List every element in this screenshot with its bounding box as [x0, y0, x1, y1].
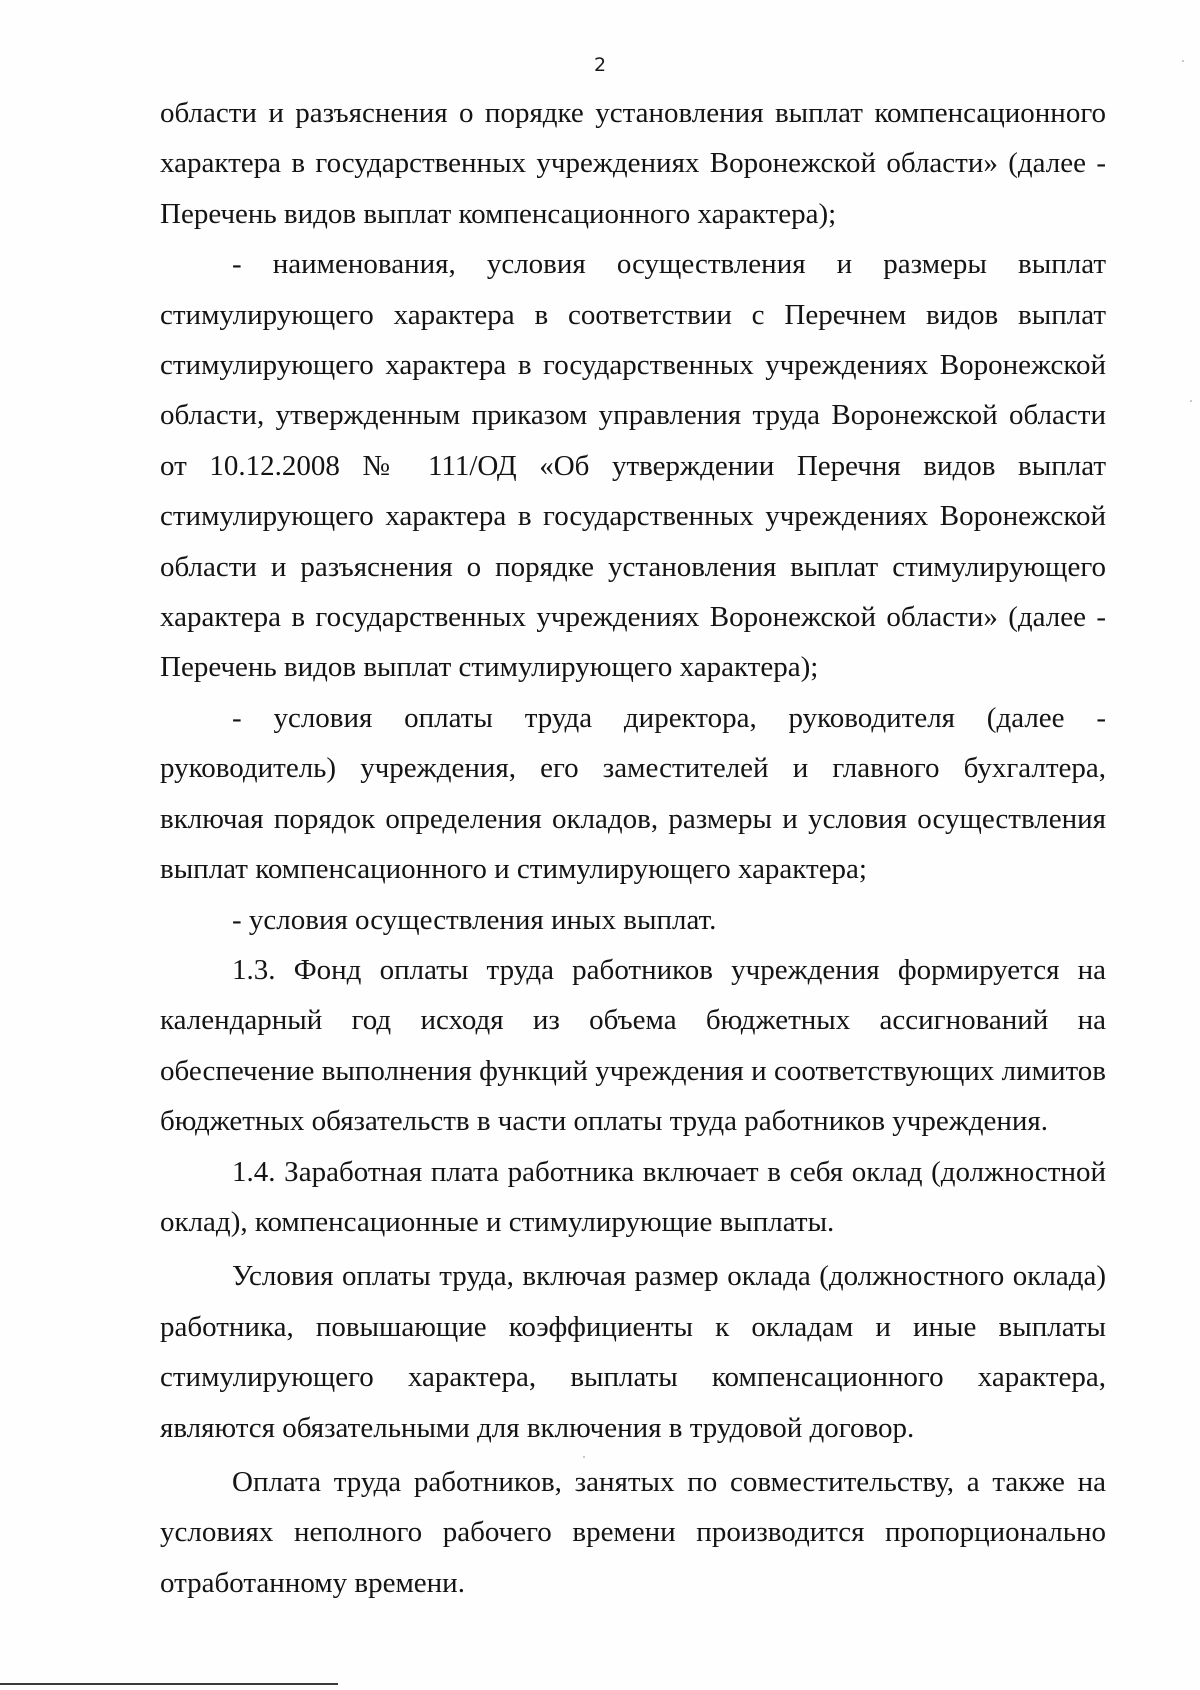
paragraph-pay-conditions: Условия оплаты труда, включая размер оклада (должностного оклада) работника, повышающие коэффициенты к окладам и иные выплаты стимулирующего характера, выплаты компенсационного характера, являются обязательными для включения в трудовой договор.: [160, 1260, 1106, 1444]
paragraph-director-pay-conditions: - условия оплаты труда директора, руководителя (далее - руководитель) учреждения, его заместителей и главного бухгалтера, включая порядок определения окладов, размеры и условия осуществления выплат компенсационного и стимулирующего характера;: [160, 701, 1106, 886]
scan-edge-line: [0, 1683, 338, 1685]
document-body: [160, 88, 1106, 1608]
scan-speck: [583, 1456, 585, 1458]
paragraph-stimulating-payments: - наименования, условия осуществления и размеры выплат стимулирующего характера в соответствии с Перечнем видов выплат стимулирующего характера в государственных учреждениях Воронежской области, утвержденным приказом управления труда Воронежской области от 10.12.2008 № 111/ОД «Об утверждении Перечня видов выплат стимулирующего характера в государственных учреждениях Воронежской области и разъяснения о порядке установления выплат стимулирующего характера в государственных учреждениях Воронежской области» (далее - Перечень видов выплат стимулирующего характера);: [160, 248, 1106, 684]
paragraph-1-4-salary: 1.4. Заработная плата работника включает в себя оклад (должностной оклад), компенсационные и стимулирующие выплаты.: [160, 1155, 1106, 1238]
paragraph-other-payments: - условия осуществления иных выплат.: [232, 903, 717, 936]
scan-speck: [1190, 400, 1192, 402]
paragraph-part-time-pay: Оплата труда работников, занятых по совместительству, а также на условиях неполного рабочего времени производится пропорционально отработанному времени.: [160, 1465, 1106, 1599]
paragraph-1-3-pay-fund: 1.3. Фонд оплаты труда работников учреждения формируется на календарный год исходя из объема бюджетных ассигнований на обеспечение выполнения функций учреждения и соответствующих лимитов бюджетных обязательств в части оплаты труда работников учреждения.: [160, 953, 1106, 1138]
scan-speck: [1182, 60, 1184, 62]
page-number: 2: [593, 54, 607, 76]
paragraph-continuation: области и разъяснения о порядке установления выплат компенсационного характера в государственных учреждениях Воронежской области» (далее - Перечень видов выплат компенсационного характера);: [160, 97, 1106, 230]
